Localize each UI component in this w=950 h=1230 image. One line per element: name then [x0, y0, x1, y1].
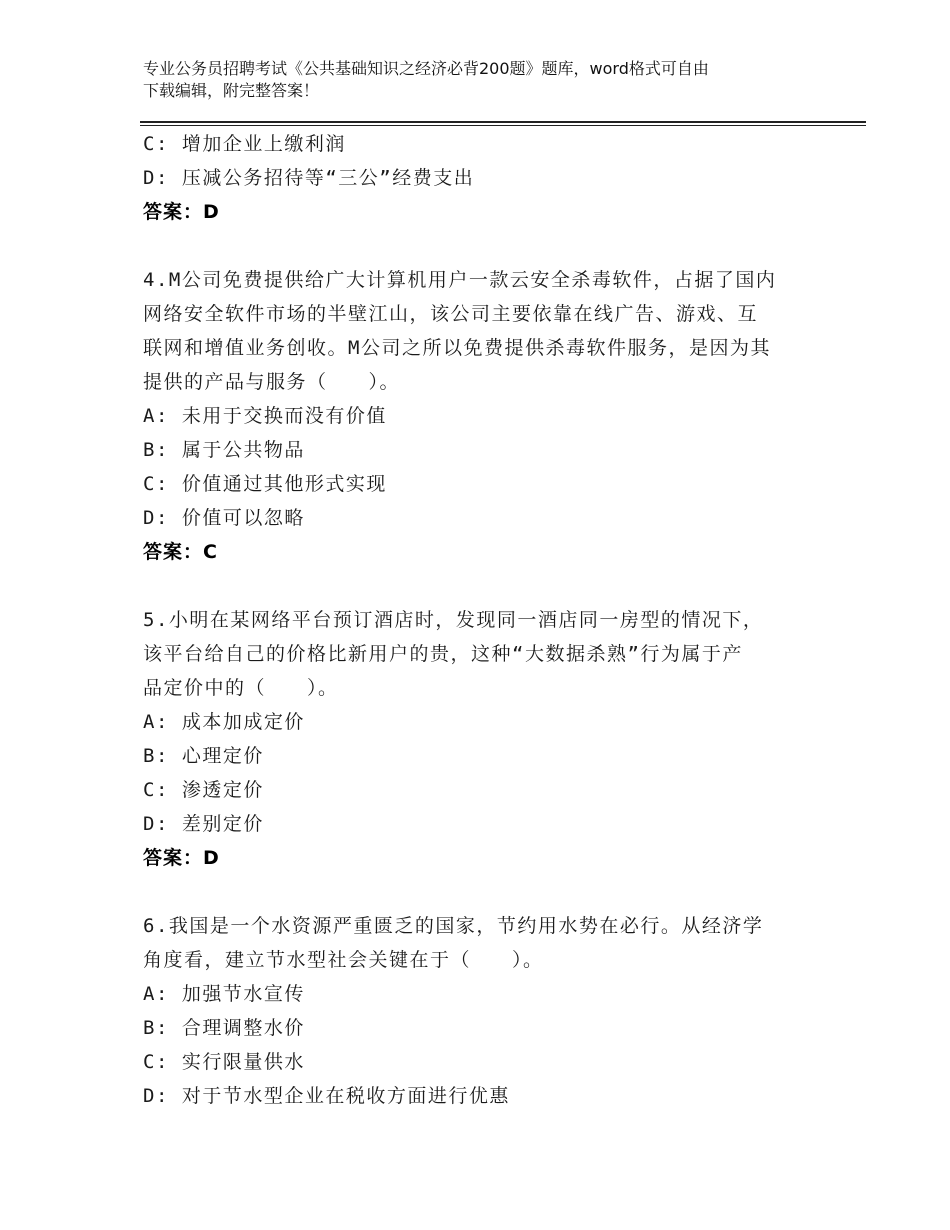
- q4-stem-line: 4.M公司免费提供给广大计算机用户一款云安全杀毒软件，占据了国内: [143, 269, 777, 291]
- q4-option-a: A: 未用于交换而没有价值: [143, 405, 387, 427]
- header-title-line-2: 下载编辑，附完整答案！: [143, 81, 320, 100]
- q6-stem-line: 角度看，建立节水型社会关键在于（ ）。: [143, 949, 544, 971]
- q4-option-c: C: 价值通过其他形式实现: [143, 473, 387, 495]
- question-3-tail: [143, 127, 823, 229]
- q6-option-b: B: 合理调整水价: [143, 1017, 305, 1039]
- q5-option-c: C: 渗透定价: [143, 779, 264, 801]
- q6-stem-line: 6.我国是一个水资源严重匮乏的国家，节约用水势在必行。从经济学: [143, 915, 764, 937]
- q5-option-d: D: 差别定价: [143, 813, 264, 835]
- q4-stem-line: 网络安全软件市场的半壁江山，该公司主要依靠在线广告、游戏、互: [143, 303, 759, 325]
- question-4: [143, 263, 823, 569]
- spacer: [143, 569, 823, 603]
- q4-option-d: D: 价值可以忽略: [143, 507, 305, 529]
- page-header: [143, 58, 823, 102]
- q4-stem-line: 提供的产品与服务（ ）。: [143, 371, 401, 393]
- header-title-line-1: 专业公务员招聘考试《公共基础知识之经济必背200题》题库，word格式可自由: [143, 59, 709, 78]
- q5-option-b: B: 心理定价: [143, 745, 264, 767]
- q3-option-d: D: 压减公务招待等“三公”经费支出: [143, 167, 475, 189]
- q4-stem-line: 联网和增值业务创收。M公司之所以免费提供杀毒软件服务，是因为其: [143, 337, 771, 359]
- q3-option-c: C: 增加企业上缴利润: [143, 133, 346, 155]
- q5-stem-line: 该平台给自己的价格比新用户的贵，这种“大数据杀熟”行为属于产: [143, 643, 743, 665]
- header-rule-thin: [140, 125, 866, 126]
- header-rule-thick: [140, 121, 866, 123]
- q5-stem-line: 5.小明在某网络平台预订酒店时，发现同一酒店同一房型的情况下，: [143, 609, 764, 631]
- spacer: [143, 875, 823, 909]
- q4-option-b: B: 属于公共物品: [143, 439, 305, 461]
- question-content: [143, 127, 823, 1113]
- q5-stem-line: 品定价中的（ ）。: [143, 677, 339, 699]
- q5-option-a: A: 成本加成定价: [143, 711, 305, 733]
- q6-option-a: A: 加强节水宣传: [143, 983, 305, 1005]
- q6-option-d: D: 对于节水型企业在税收方面进行优惠: [143, 1085, 510, 1107]
- q5-answer: 答案：D: [143, 847, 220, 869]
- question-6: [143, 909, 823, 1113]
- q3-answer: 答案：D: [143, 201, 220, 223]
- spacer: [143, 229, 823, 263]
- q6-option-c: C: 实行限量供水: [143, 1051, 305, 1073]
- q4-answer: 答案：C: [143, 541, 218, 563]
- question-5: [143, 603, 823, 875]
